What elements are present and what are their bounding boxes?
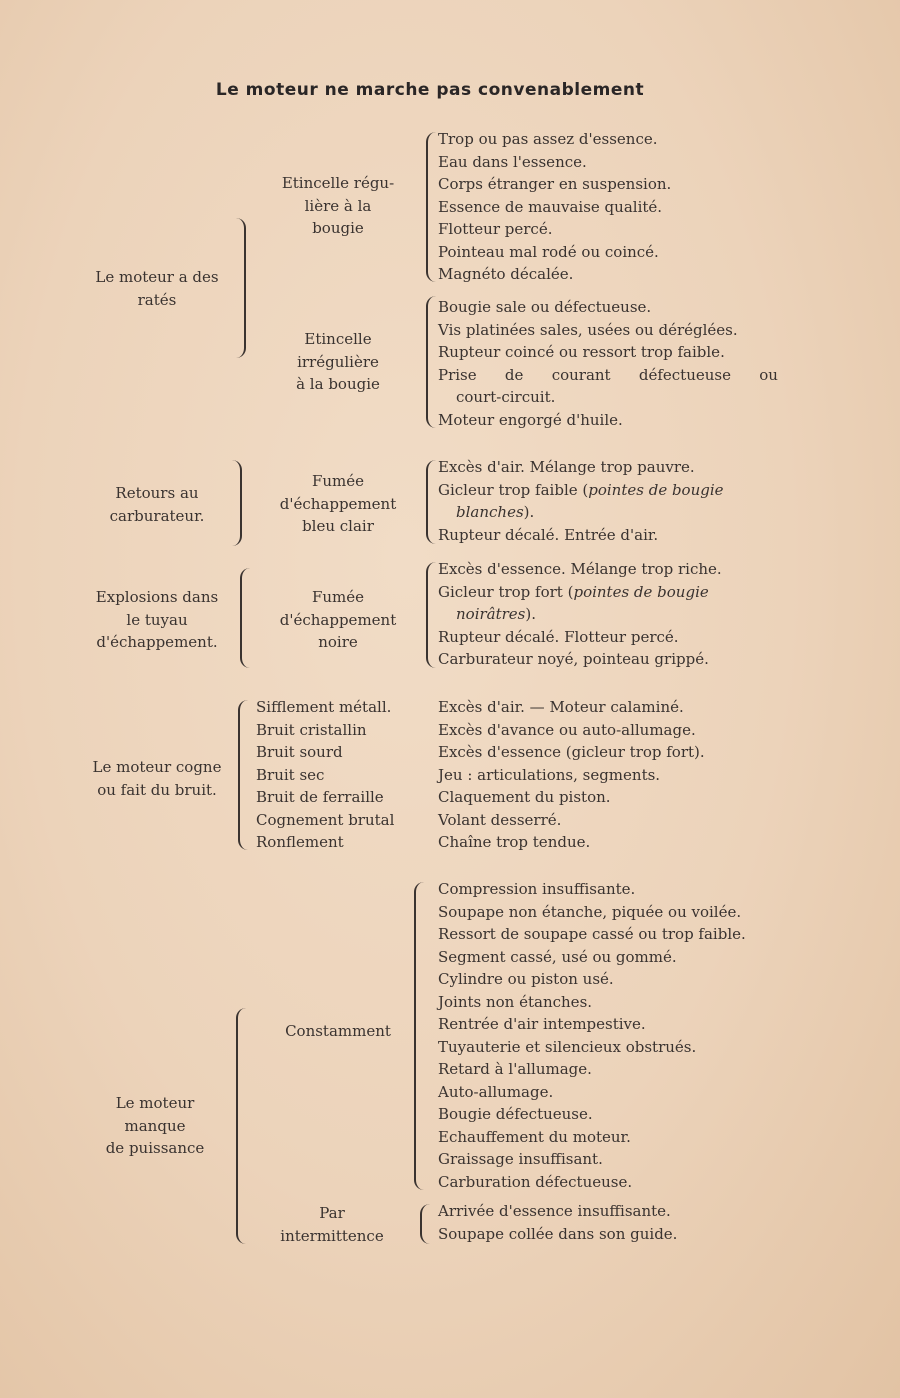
- cause: Ressort de soupape cassé ou trop faible.: [438, 925, 746, 943]
- cause: Eau dans l'essence.: [438, 152, 587, 171]
- cause: Carburation défectueuse.: [438, 1172, 633, 1191]
- noise-item: Cognement brutal: [256, 810, 395, 829]
- cause: Excès d'avance ou auto-allumage.: [438, 720, 696, 739]
- cause: Jeu : articulations, segments.: [438, 765, 661, 784]
- noise-item: Sifflement métall.: [256, 698, 392, 716]
- cause: Rupteur décalé. Entrée d'air.: [438, 525, 659, 544]
- retours-sub-label: Fumée d'échappement bleu clair: [279, 472, 397, 535]
- puissance-sub2-label: Par intermittence: [280, 1204, 384, 1245]
- cogne-label: Le moteur cogne ou fait du bruit.: [92, 758, 222, 799]
- cause-continuation: noirâtres).: [456, 605, 536, 623]
- cogne-causes: [438, 696, 778, 854]
- cause: Bougie défectueuse.: [438, 1105, 593, 1123]
- cause: Rupteur décalé. Flotteur percé.: [438, 627, 679, 646]
- cogne-noises: [256, 696, 426, 854]
- cause: Gicleur trop fort (pointes de bougie: [438, 582, 709, 601]
- cause: Retard à l'allumage.: [438, 1060, 592, 1078]
- cause: Arrivée d'essence insuffisante.: [438, 1202, 671, 1220]
- cause: Echauffement du moteur.: [438, 1127, 631, 1146]
- explosions-label: Explosions dans le tuyau d'échappement.: [95, 588, 219, 651]
- rates-label: Le moteur a des ratés: [95, 268, 219, 309]
- retours-causes: [438, 456, 778, 546]
- cause: Excès d'air. — Moteur calaminé.: [438, 698, 684, 716]
- cause-continuation: blanches).: [456, 503, 535, 521]
- cause: Flotteur percé.: [438, 220, 553, 238]
- cause: Tuyauterie et silencieux obstrués.: [438, 1037, 697, 1056]
- cause: Claquement du piston.: [438, 788, 611, 806]
- cause: Compression insuffisante.: [438, 880, 636, 898]
- retours-brace: [232, 460, 242, 546]
- cause: Trop ou pas assez d'essence.: [438, 130, 658, 148]
- explosions-sub-label: Fumée d'échappement noire: [279, 588, 397, 651]
- noise-item: Bruit cristallin: [256, 720, 367, 739]
- cause: Moteur engorgé d'huile.: [438, 410, 623, 429]
- cause: Magnéto décalée.: [438, 265, 574, 283]
- cause: Segment cassé, usé ou gommé.: [438, 947, 677, 966]
- cause: Bougie sale ou défectueuse.: [438, 298, 652, 316]
- cause: Gicleur trop faible (pointes de bougie: [438, 480, 724, 499]
- explosions-sub-brace: [426, 562, 436, 668]
- page-title: Le moteur ne marche pas convenablement: [215, 80, 645, 100]
- puissance-causes2: [438, 1200, 778, 1245]
- cause: Excès d'air. Mélange trop pauvre.: [438, 458, 695, 476]
- cause: Cylindre ou piston usé.: [438, 970, 614, 988]
- explosions-brace: [240, 568, 250, 668]
- cause: Soupape collée dans son guide.: [438, 1224, 678, 1243]
- cause: Excès d'essence (gicleur trop fort).: [438, 743, 705, 761]
- cause: Vis platinées sales, usées ou déréglées.: [438, 320, 738, 339]
- cause: Joints non étanches.: [438, 992, 593, 1011]
- cause: Rentrée d'air intempestive.: [438, 1015, 646, 1033]
- cause: Essence de mauvaise qualité.: [438, 197, 663, 216]
- rates-sub1-causes: [438, 128, 778, 286]
- puissance-causes1: [438, 878, 778, 1193]
- rates-sub1-label: Etincelle régu- lière à la bougie: [281, 174, 395, 237]
- cause: Auto-allumage.: [438, 1082, 554, 1101]
- cause-continuation: court-circuit.: [456, 388, 556, 406]
- cause: Excès d'essence. Mélange trop riche.: [438, 560, 722, 578]
- puissance-sub1-brace: [414, 882, 424, 1190]
- rates-sub2-brace: [426, 296, 436, 428]
- cause: Volant desserré.: [438, 810, 562, 829]
- cause: Corps étranger en suspension.: [438, 175, 672, 193]
- rates-sub2-label: Etincelle irrégulière à la bougie: [296, 330, 380, 393]
- noise-item: Bruit sourd: [256, 743, 343, 761]
- retours-sub-brace: [426, 460, 436, 544]
- cogne-brace: [238, 700, 248, 850]
- rates-brace: [236, 218, 246, 358]
- explosions-causes: [438, 558, 778, 671]
- puissance-sub2-brace: [420, 1204, 430, 1244]
- cause: Chaîne trop tendue.: [438, 833, 591, 851]
- cause: Rupteur coincé ou ressort trop faible.: [438, 343, 725, 361]
- cause: Pointeau mal rodé ou coincé.: [438, 242, 659, 261]
- noise-item: Bruit sec: [256, 765, 325, 784]
- puissance-sub1-label: Constamment: [285, 1022, 391, 1040]
- cause: Graissage insuffisant.: [438, 1150, 603, 1168]
- retours-label: Retours au carburateur.: [109, 484, 205, 525]
- puissance-brace: [236, 1008, 246, 1244]
- noise-item: Ronflement: [256, 833, 344, 851]
- rates-sub1-brace: [426, 132, 436, 282]
- noise-item: Bruit de ferraille: [256, 788, 384, 806]
- cause: Carburateur noyé, pointeau grippé.: [438, 650, 709, 668]
- puissance-label: Le moteur manque de puissance: [105, 1094, 205, 1157]
- cause: Prise de courant défectueuse ou: [438, 365, 778, 384]
- cause: Soupape non étanche, piquée ou voilée.: [438, 902, 742, 921]
- rates-sub2-causes: [438, 296, 778, 431]
